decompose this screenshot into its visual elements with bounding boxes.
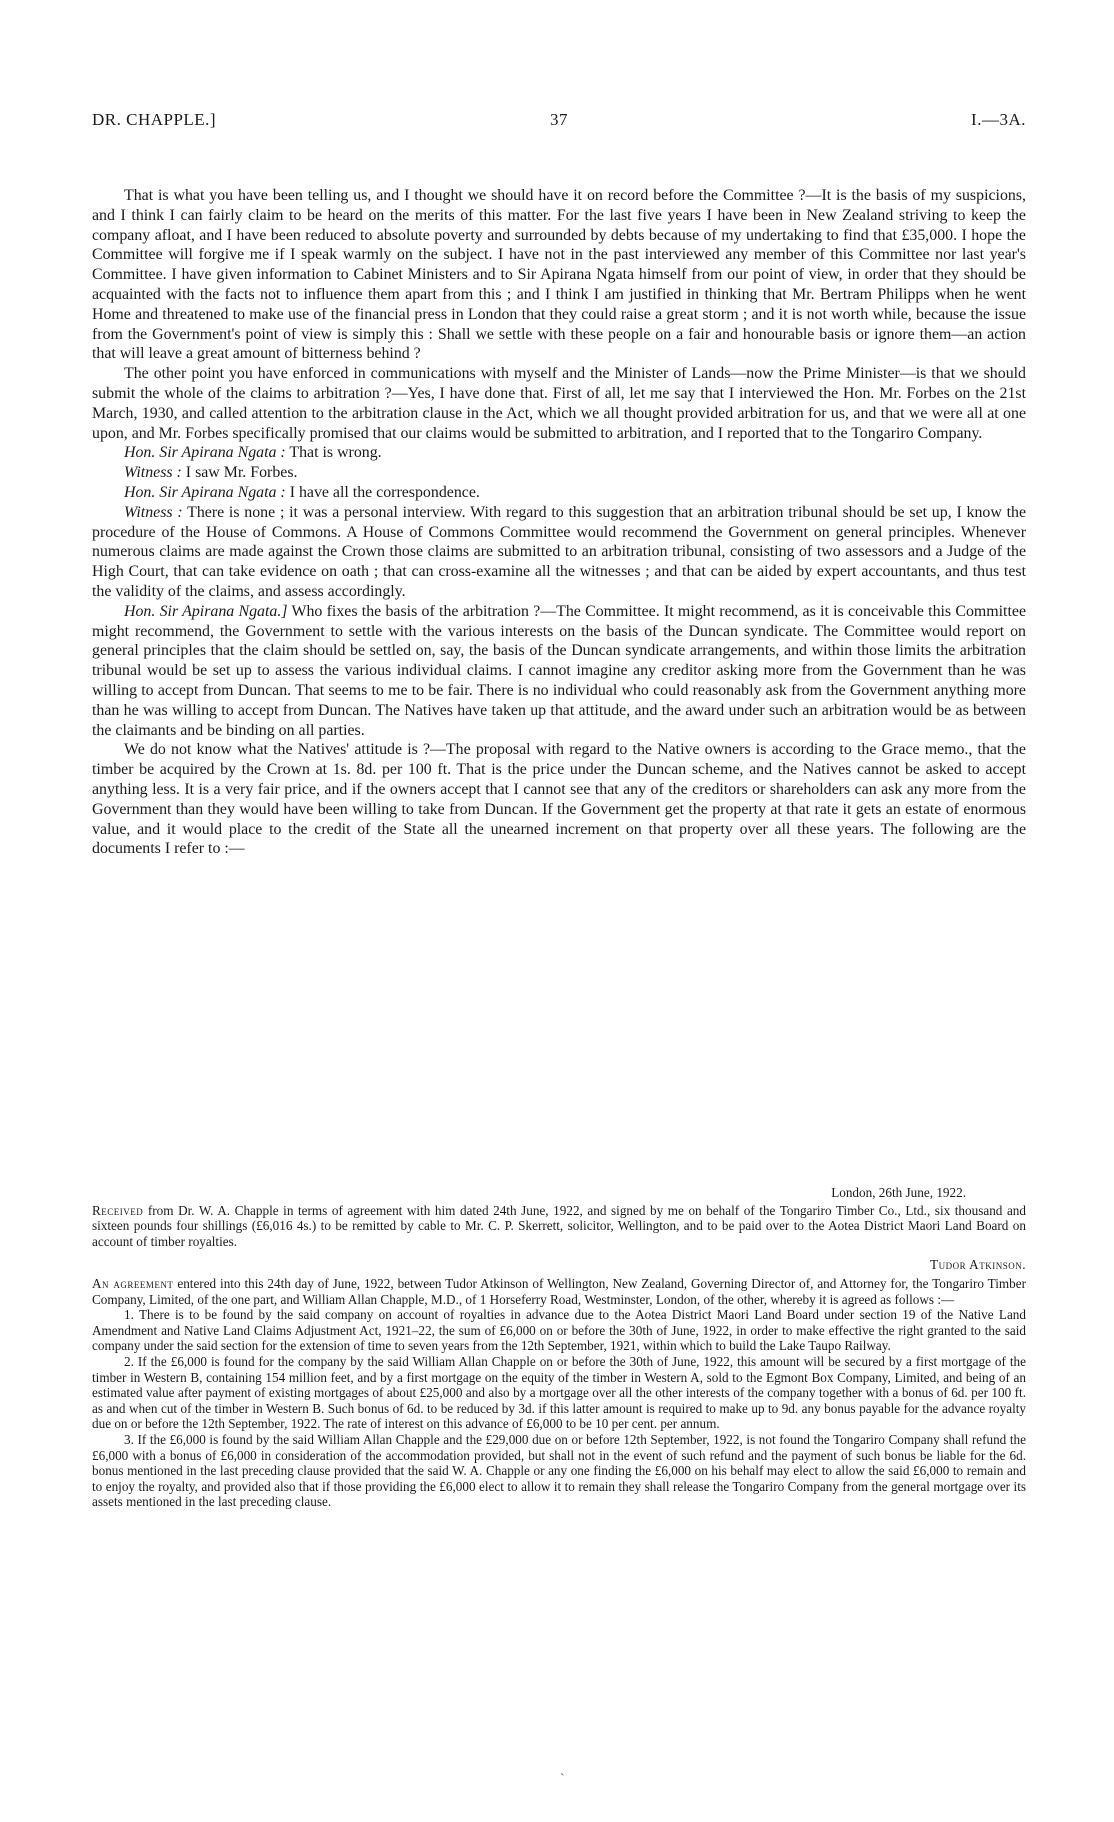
agreement-clause: 3. If the £6,000 is found by the said William Allan Chapple and the £29,000 due on or before 12th September, 1922, is not found the Tongariro Company shall refund the £6,000 with a bonus of £6,000 in consideration of the accommodation provided, but shall not in the event of such refund and the payment of such bonus be liable for the 6d. bonus mentioned in the last preceding clause provided that the said W. A. Chapple or any one finding the £6,000 on his behalf may elect to allow the said £6,000 to remain and to enjoy the royalty, and provided also that if those providing the £6,000 elect to allow it to remain they shall release the Tongariro Company from the general mortgage over its assets mentioned in the last preceding clause. — [92, 1431, 1026, 1510]
document-reference: I.—3A. — [971, 110, 1026, 129]
receipt-document — [92, 1185, 1026, 1273]
dialogue-line: Hon. Sir Apirana Ngata : I have all the correspondence. — [124, 483, 480, 501]
dialogue-line: Witness : I saw Mr. Forbes. — [124, 464, 298, 482]
page-number: 37 — [550, 110, 568, 129]
speaker-label: Witness : — [124, 503, 183, 521]
agreement-intro: An agreement entered into this 24th day of June, 1922, between Tudor Atkinson of Wellington, New Zealand, Governing Director of, and Attorney for, the Tongariro Timber Company, Limited, of the one part, and William Allan Chapple, M.D., of 1 Horseferry Road, Westminster, London, of the other, whereby it is agreed as follows :— — [92, 1276, 1026, 1307]
agreement-document — [92, 1276, 1026, 1510]
print-mark: ˋ — [560, 1772, 565, 1787]
receipt-signature: Tudor Atkinson. — [930, 1257, 1026, 1273]
paragraph: We do not know what the Natives' attitude is ?—The proposal with regard to the Native owners is according to the Grace memo., that the timber be acquired by the Crown at 1s. 8d. per 100 ft. That is the price under the Duncan scheme, and the Natives cannot be asked to accept anything less. It is a very fair price, and if the owners accept that I cannot see that any of the creditors or shareholders can ask any more from the Government than they would have been willing to take from Duncan. If the Government get the property at that rate it gets an estate of enormous value, and it would place to the credit of the State all the unearned increment on that property over all these years. The following are the documents I refer to :— — [92, 741, 1026, 858]
dialogue-line: Witness : There is none ; it was a personal interview. With regard to this suggestion that an arbitration tribunal should be set up, I know the procedure of the House of Commons. A House of Commons Committee would recommend the Government on general principles. Whenever numerous claims are made against the Crown those claims are submitted to an arbitration tribunal, consisting of two assessors and a Judge of the High Court, that can take evidence on oath ; that can cross-examine all the witnesses ; and that can be aided by expert accountants, and thus test the validity of the claims, and assess accordingly. — [92, 503, 1026, 600]
paragraph: The other point you have enforced in communications with myself and the Minister of Lands—now the Prime Minister—is that we should submit the whole of the claims to arbitration ?—Yes, I have done that. First of all, let me say that I interviewed the Hon. Mr. Forbes on the 21st March, 1930, and called attention to the arbitration clause in the Act, which we all thought provided arbitration for us, and that we were all at one upon, and Mr. Forbes specifically promised that our claims would be submitted to arbitration, and I reported that to the Tongariro Company. — [92, 365, 1026, 442]
agreement-clause: 2. If the £6,000 is found for the company by the said William Allan Chapple on or before the 30th of June, 1922, this amount will be secured by a first mortgage of the timber in Western B, containing 154 million feet, and by a first mortgage on the equity of the timber in Western A, sold to the Egmont Box Company, Limited, and being of an estimated value after payment of existing mortgages of about £25,000 and also by a mortgage over all the other interests of the company together with a bonus of 6d. per 100 ft. as and when cut of the timber in Western B. Such bonus of 6d. to be reduced by 3d. if this latter amount is required to make up to 9d. any bonus payable for the advance royalty due on or before the 12th September, 1922. The rate of interest on this advance of £6,000 to be 10 per cent. per annum. — [92, 1353, 1026, 1432]
agreement-lead: An agreement — [92, 1276, 174, 1291]
receipt-date: London, 26th June, 1922. — [831, 1185, 966, 1200]
agreement-clause: 1. There is to be found by the said company on account of royalties in advance due to the Aotea District Maori Land Board under section 19 of the Native Land Amendment and Native Land Claims Adjustment Act, 1921–22, the sum of £6,000 on or before the 30th of June, 1922, in order to make effective the right granted to the said company under the said section for the extension of time to seven years from the 12th September, 1921, within which to build the Lake Taupo Railway. — [92, 1307, 1026, 1354]
receipt-lead: Received — [92, 1202, 144, 1218]
testimony-body — [92, 186, 1026, 859]
speaker-label: Witness : — [124, 464, 182, 482]
paragraph: That is what you have been telling us, and I thought we should have it on record before the Committee ?—It is the basis of my suspicions, and I think I can fairly claim to be heard on the merits of this matter. For the last five years I have been in New Zealand striving to keep the company afloat, and I have been reduced to absolute poverty and surrounded by debts because of my undertaking to find that £35,000. I hope the Committee will forgive me if I speak warmly on the subject. I have not in the past interviewed any member of this Committee nor last year's Committee. I have given information to Cabinet Ministers and to Sir Apirana Ngata himself from our point of view, in order that they should be acquainted with the facts not to influence them apart from this ; and I think I am justified in thinking that Mr. Bertram Philipps when he went Home and threatened to make use of the financial press in London that they could raise a great storm ; and it is not worth while, because the issue from the Government's point of view is simply this : Shall we settle with these people on a fair and honourable basis or ignore them—an action that will leave a great amount of bitterness behind ? — [92, 187, 1026, 363]
receipt-text: Received from Dr. W. A. Chapple in terms of agreement with him dated 24th June, 1922, and signed by me on behalf of the Tongariro Timber Co., Ltd., six thousand and sixteen pounds four shillings (£6,016 4s.) to be remitted by cable to Mr. C. P. Skerrett, solicitor, Wellington, and to be paid over to the Aotea District Maori Land Board on account of timber royalties. — [92, 1202, 1026, 1249]
speaker-label: Hon. Sir Apirana Ngata : — [124, 483, 286, 501]
dialogue-line: Hon. Sir Apirana Ngata.] Who fixes the basis of the arbitration ?—The Committee. It might recommend, as it is conceivable this Committee might recommend, the Government to settle with the various interests on the basis of the Duncan syndicate. The Committee would report on general principles that the claim should be settled on, say, the basis of the Duncan syndicate arrangements, and within those limits the arbitration tribunal would be set up to assess the various individual claims. I cannot imagine any creditor asking more from the Government than he was willing to accept from Duncan. That seems to me to be fair. There is no individual who could reasonably ask from the Government anything more than he was willing to accept from Duncan. The Natives have taken up that attitude, and the award under such an arbitration would be as between the claimants and be binding on all parties. — [92, 602, 1026, 739]
header-section-label: DR. CHAPPLE.] — [92, 110, 217, 129]
dialogue-line: Hon. Sir Apirana Ngata : That is wrong. — [124, 444, 382, 462]
speaker-label: Hon. Sir Apirana Ngata.] — [124, 602, 288, 620]
speaker-label: Hon. Sir Apirana Ngata : — [124, 444, 286, 462]
page-header — [92, 110, 1026, 134]
